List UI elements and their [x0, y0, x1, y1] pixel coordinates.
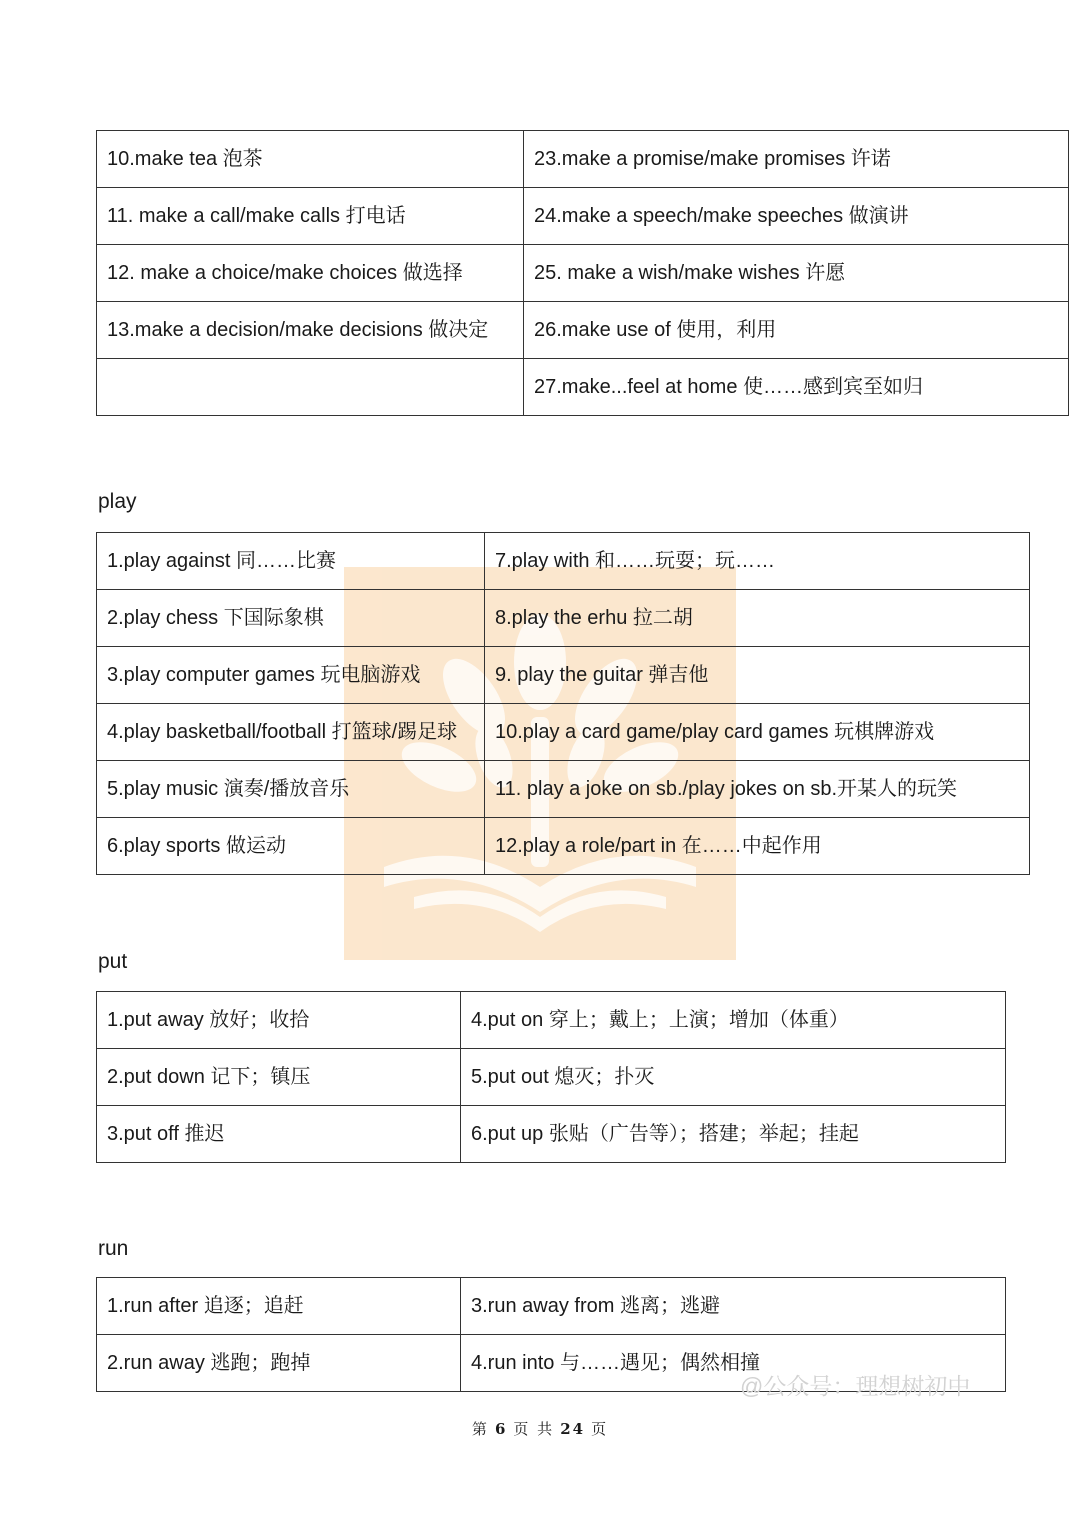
table-cell: 11. play a joke on sb./play jokes on sb.开某人的玩笑	[485, 761, 1030, 818]
footer-suffix: 页	[591, 1420, 609, 1438]
section-heading-play: play	[98, 490, 137, 513]
table-cell: 24.make a speech/make speeches 做演讲	[524, 188, 1069, 245]
table-cell: 2.put down 记下；镇压	[97, 1049, 461, 1106]
table-row	[97, 1106, 1006, 1163]
table-cell: 6.put up 张贴（广告等）；搭建；举起；挂起	[461, 1106, 1006, 1163]
table-cell: 13.make a decision/make decisions 做决定	[97, 302, 524, 359]
table-row	[97, 761, 1030, 818]
table-cell: 12.play a role/part in 在……中起作用	[485, 818, 1030, 875]
table-cell: 6.play sports 做运动	[97, 818, 485, 875]
put-table	[96, 991, 1006, 1163]
section-heading-put: put	[98, 950, 128, 973]
table-row	[97, 302, 1069, 359]
table-row	[97, 245, 1069, 302]
table-cell: 26.make use of 使用，利用	[524, 302, 1069, 359]
table-row	[97, 704, 1030, 761]
section-heading-run: run	[98, 1237, 129, 1260]
current-page-number: 6	[494, 1420, 508, 1438]
footer-prefix: 第	[471, 1420, 489, 1438]
table-cell: 7.play with 和……玩耍；玩……	[485, 533, 1030, 590]
table-cell: 23.make a promise/make promises 许诺	[524, 131, 1069, 188]
table-cell: 3.put off 推迟	[97, 1106, 461, 1163]
table-row	[97, 1278, 1006, 1335]
table-row	[97, 1049, 1006, 1106]
footer-mid2: 共	[537, 1420, 555, 1438]
table-cell: 1.run after 追逐；追赶	[97, 1278, 461, 1335]
table-cell: 5.play music 演奏/播放音乐	[97, 761, 485, 818]
table-cell	[97, 359, 524, 416]
table-cell: 25. make a wish/make wishes 许愿	[524, 245, 1069, 302]
page-footer	[0, 1418, 1080, 1439]
table-row	[97, 647, 1030, 704]
table-cell: 27.make...feel at home 使……感到宾至如归	[524, 359, 1069, 416]
table-cell: 3.play computer games 玩电脑游戏	[97, 647, 485, 704]
table-cell: 2.run away 逃跑；跑掉	[97, 1335, 461, 1392]
table-row	[97, 533, 1030, 590]
table-row	[97, 359, 1069, 416]
play-table	[96, 532, 1030, 875]
account-watermark-text: @公众号：理想树初中	[740, 1373, 971, 1399]
table-row	[97, 590, 1030, 647]
total-page-number: 24	[560, 1420, 586, 1438]
table-cell: 3.run away from 逃离；逃避	[461, 1278, 1006, 1335]
table-cell: 10.play a card game/play card games 玩棋牌游戏	[485, 704, 1030, 761]
table-row	[97, 992, 1006, 1049]
table-row	[97, 131, 1069, 188]
table-row	[97, 188, 1069, 245]
table-cell: 2.play chess 下国际象棋	[97, 590, 485, 647]
table-cell: 11. make a call/make calls 打电话	[97, 188, 524, 245]
table-cell: 4.run into 与……遇见；偶然相撞	[461, 1335, 1006, 1392]
make-table	[96, 130, 1069, 416]
table-cell: 1.put away 放好；收拾	[97, 992, 461, 1049]
table-cell: 8.play the erhu 拉二胡	[485, 590, 1030, 647]
table-row	[97, 818, 1030, 875]
footer-mid1: 页	[513, 1420, 531, 1438]
table-cell: 5.put out 熄灭；扑灭	[461, 1049, 1006, 1106]
table-cell: 1.play against 同……比赛	[97, 533, 485, 590]
table-cell: 9. play the guitar 弹吉他	[485, 647, 1030, 704]
table-cell: 12. make a choice/make choices 做选择	[97, 245, 524, 302]
table-cell: 4.play basketball/football 打篮球/踢足球	[97, 704, 485, 761]
table-cell: 10.make tea 泡茶	[97, 131, 524, 188]
table-cell: 4.put on 穿上；戴上；上演；增加（体重）	[461, 992, 1006, 1049]
